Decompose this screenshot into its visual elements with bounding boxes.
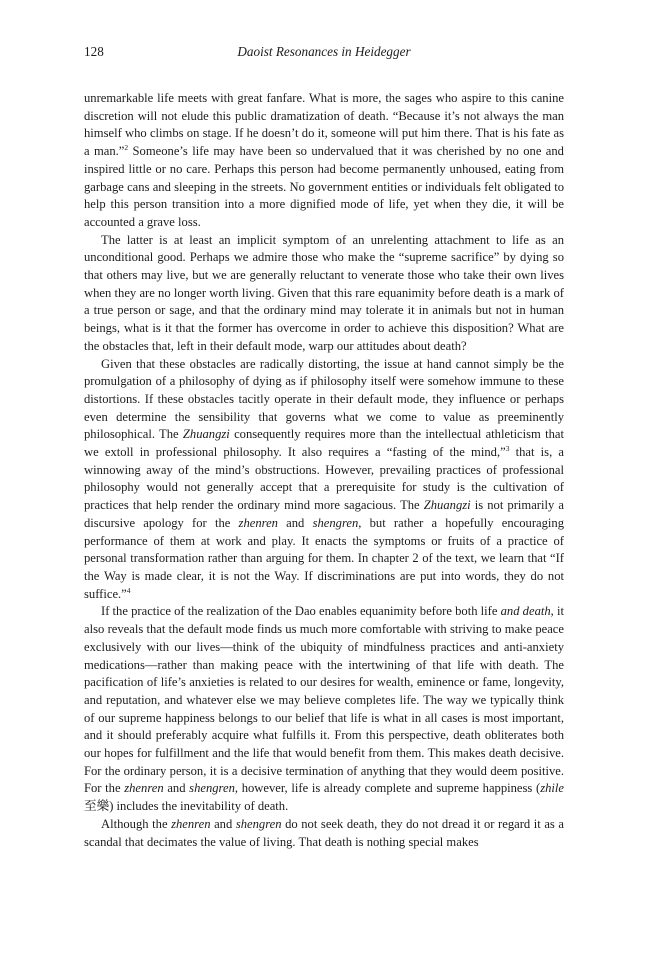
paragraph-1: unremarkable life meets with great fanfare. What is more, the sages who aspire to this canine discretion will not elude this public dramatization of death. “Because it’s not always the man himself who climbs on stage. If he doesn’t do it, someone will put him there. That is his fate as a man.”$^2$ Someone’s life may have been so undervalued that it was cherished by no one and inspired little or no care. Perhaps this person had become permanently unhoused, eating from garbage cans and sleeping in the streets. No government entities or individuals felt obligated to help this person transition into a more dignified mode of life, yet when they die, it will be accounted a grave loss. xyxy=(84,91,564,229)
paragraph-4: If the practice of the realization of the Dao enables equanimity before both life and death, it also reveals that the default mode finds us much more comfortable with striving to make peace exclusively with our lives—think of the ubiquity of mindfulness practices and anti-anxiety medications—rather than making peace with the intertwining of that life with death. The pacification of life’s anxieties is related to our desires for wealth, eminence or fame, longevity, and reputation, and whatever else we may believe completes life. The way we typically think of our supreme happiness belongs to our belief that life is what in all cases is most important, and it should preferably acquire what fulfills it. From this perspective, death obliterates both our hopes for fulfillment and the life that would benefit from them. This makes death decisive. For the ordinary person, it is a decisive termination of anything that they would deem positive. For the zhenren and shengren, however, life is already complete and supreme happiness (zhile 至樂) includes the inevitability of death. xyxy=(84,604,564,814)
footnote-ref-3[interactable]: 3 xyxy=(505,444,510,454)
paragraph-5: Although the zhenren and shengren do not seek death, they do not dread it or regard it as a scandal that decimates the value of living. That death is nothing special makes xyxy=(84,816,564,849)
body-text xyxy=(84,90,564,851)
footnote-ref-2[interactable]: 2 xyxy=(124,143,129,153)
paragraph-2: The latter is at least an implicit symptom of an unrelenting attachment to life as an unconditional good. Perhaps we admire those who make the “supreme sacrifice” by dying so that others may live, but we are generally reluctant to venerate those who take their own lives when they are no longer worth living. Given that this rare equanimity before death is a mark of a true person or sage, and that the ordinary mind may tolerate it in animals but not in human beings, what is it that the former has overcome in order to achieve this disposition? What are the obstacles that, left in their default mode, warp our attitudes about death? xyxy=(84,232,564,353)
running-title: Daoist Resonances in Heidegger xyxy=(237,44,411,59)
footnote-ref-4[interactable]: 4 xyxy=(126,585,131,595)
page-number: 128 xyxy=(84,44,104,59)
paragraph-3: Given that these obstacles are radically distorting, the issue at hand cannot simply be the promulgation of a philosophy of dying as if philosophy itself were somehow immune to these distortions. If these obstacles tacitly operate in their default mode, they influence or perhaps even determine the sensibility that governs what we come to value as preeminently philosophical. The Zhuangzi consequently requires more than the intellectual athleticism that we extoll in professional philosophy. It also requires a “fasting of the mind,”$^3$ that is, a winnowing away of the mind’s obstructions. However, prevailing practices of professional philosophy would not generally accept that a prerequisite for study is the cultivation of practices that help render the ordinary mind more sagacious. The Zhuangzi is not primarily a discursive apology for the zhenren and shengren, but rather a hopefully encouraging performance of them at work and play. It enacts the symptoms or fruits of a practice of personal transformation rather than arguing for them. In chapter 2 of the text, we learn that “If the Way is made clear, it is not the Way. If discriminations are put into words, they do not suffice.”$^4$ xyxy=(84,356,565,601)
